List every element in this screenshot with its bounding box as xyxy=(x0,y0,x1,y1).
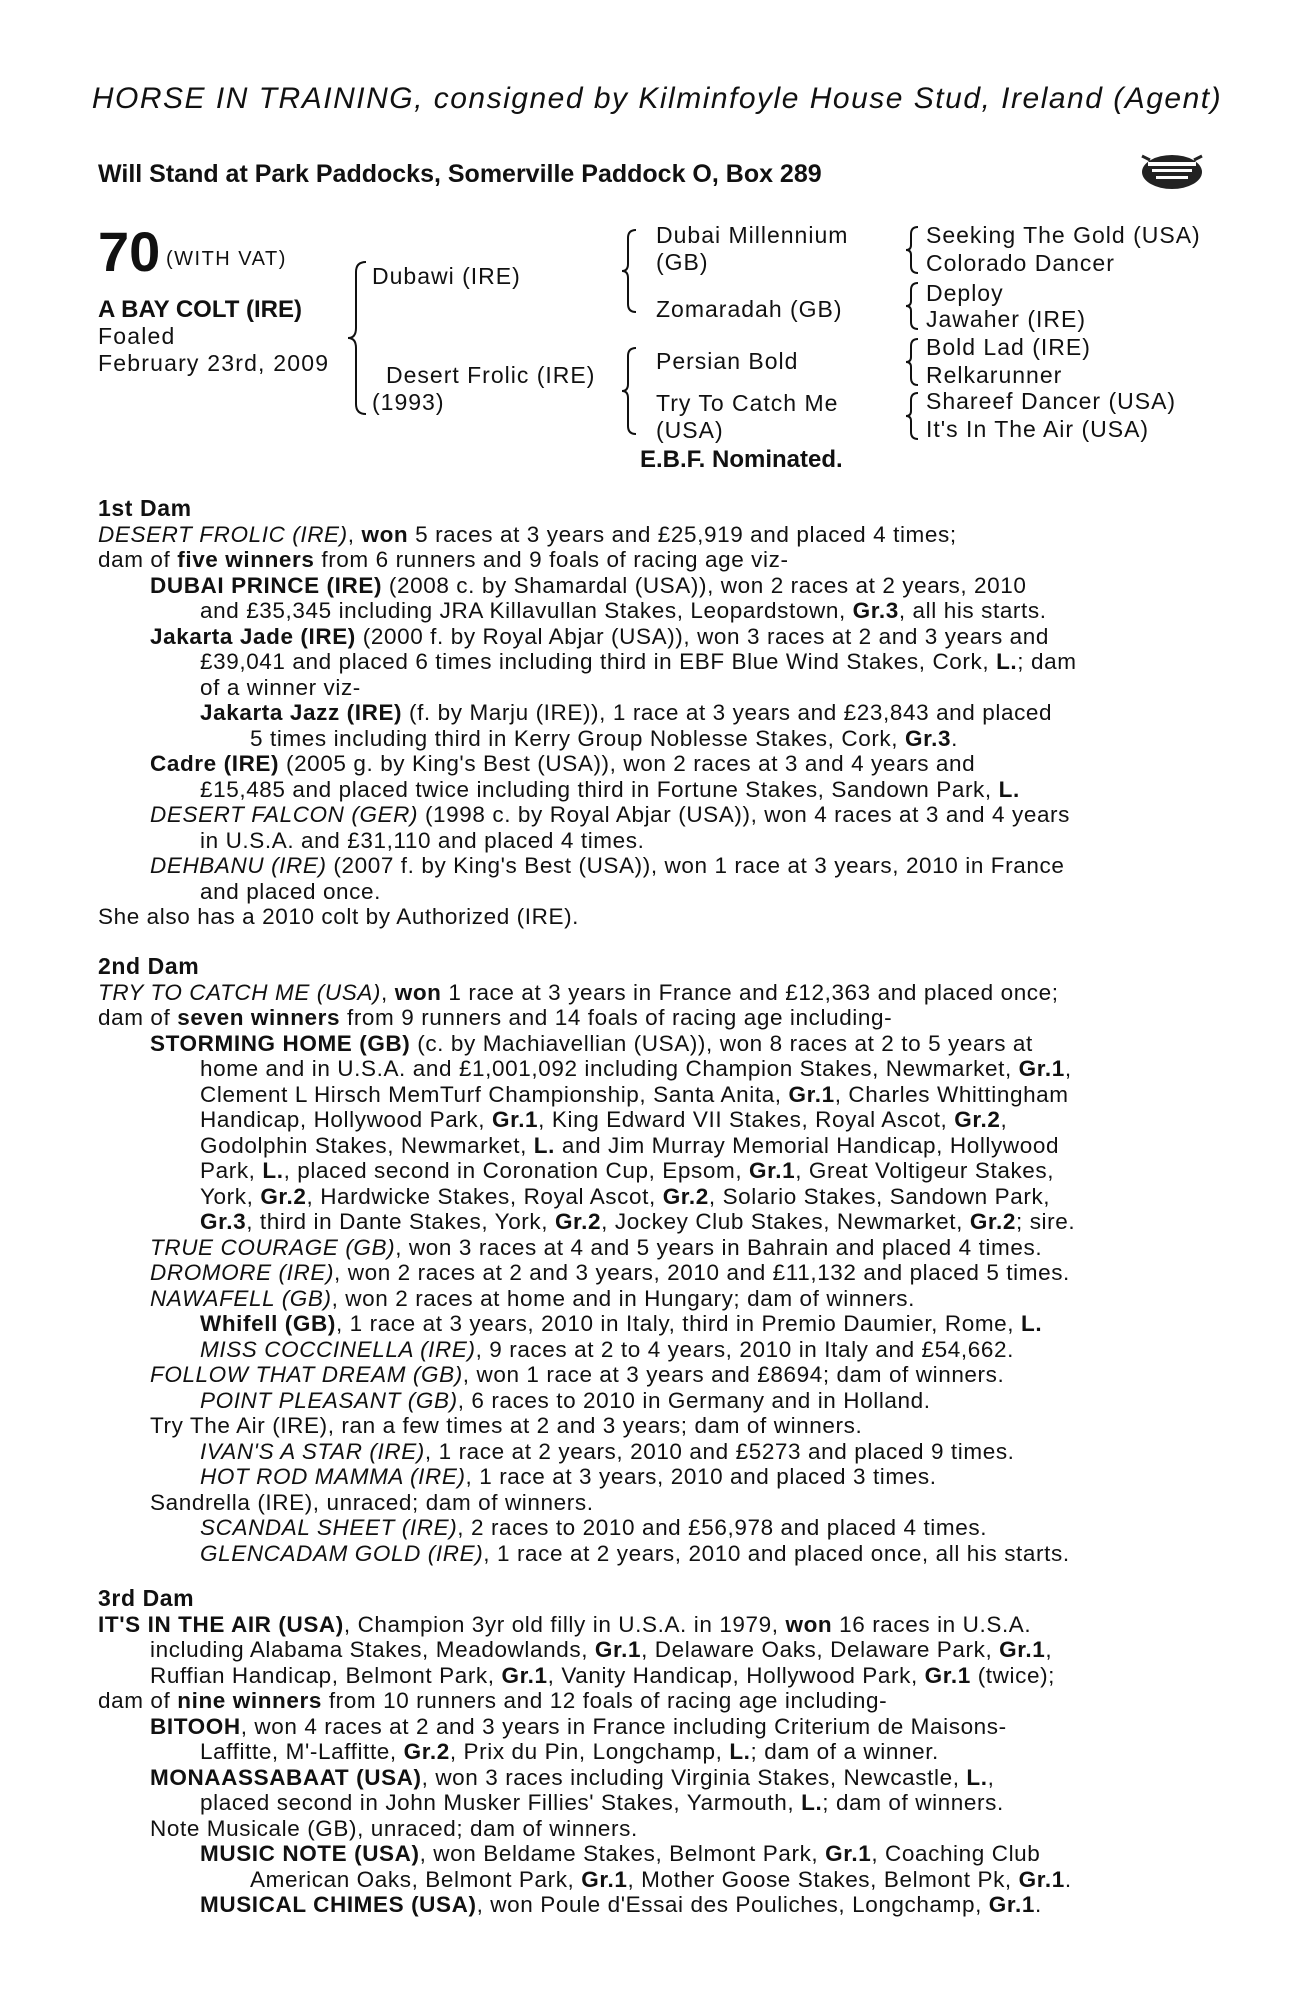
pedigree-brace-ss xyxy=(904,224,922,276)
grand-produce-entry: GLENCADAM GOLD (IRE), 1 race at 2 years, 2010 and placed once, all his starts. xyxy=(200,1540,1070,1566)
second-dam-heading: 2nd Dam xyxy=(98,953,200,979)
first-dam-section xyxy=(98,496,1214,930)
dam-produce-summary: dam of five winners from 6 runners and 9 foals of racing age viz- xyxy=(98,547,789,572)
produce-entry: DEHBANU (IRE) (2007 f. by King's Best (USA)), won 1 race at 3 years, 2010 in France xyxy=(150,853,1065,878)
dss-name: Bold Lad (IRE) xyxy=(926,334,1091,360)
grand-produce-entry: HOT ROD MAMMA (IRE), 1 race at 3 years, 2010 and placed 3 times. xyxy=(200,1464,937,1489)
vat-note: (WITH VAT) xyxy=(166,248,287,270)
dam-name xyxy=(372,362,596,416)
dam-dam-line1: Try To Catch Me xyxy=(656,390,839,416)
venue-line: Will Stand at Park Paddocks, Somerville Paddock O, Box 289 xyxy=(98,160,822,188)
produce-entry: DROMORE (IRE), won 2 races at 2 and 3 years, 2010 and £11,132 and placed 5 times. xyxy=(150,1260,1070,1285)
produce-entry: Try The Air (IRE), ran a few times at 2 and 3 years; dam of winners. xyxy=(150,1413,863,1438)
grand-produce-entry: Jakarta Jazz (IRE) (f. by Marju (IRE)), 1 race at 3 years and £23,843 and placed xyxy=(200,700,1053,725)
sire-sire xyxy=(656,222,848,276)
third-dam-section xyxy=(98,1586,1214,1918)
produce-entry-cont: Handicap, Hollywood Park, Gr.1, King Edward VII Stakes, Royal Ascot, Gr.2, xyxy=(200,1107,1008,1132)
produce-entry-cont: Park, L., placed second in Coronation Cup, Epsom, Gr.1, Great Voltigeur Stakes, xyxy=(200,1158,1055,1183)
sire-dam: Zomaradah (GB) xyxy=(656,296,843,322)
pedigree-brace-dam xyxy=(620,344,640,438)
ddd-name: It's In The Air (USA) xyxy=(926,416,1150,442)
lot-description: A BAY COLT (IRE) xyxy=(98,296,303,323)
sire-sire-line2: (GB) xyxy=(656,249,709,275)
pedigree-brace-sire xyxy=(620,226,640,316)
produce-entry-cont: Gr.3, third in Dante Stakes, York, Gr.2, Jockey Club Stakes, Newmarket, Gr.2; sire. xyxy=(200,1209,1076,1234)
produce-entry: Jakarta Jade (IRE) (2000 f. by Royal Abjar (USA)), won 3 races at 2 and 3 years and xyxy=(150,623,1049,649)
lot-number: 70 xyxy=(98,220,161,283)
second-dam-section xyxy=(98,954,1214,1566)
produce-entry-cont: York, Gr.2, Hardwicke Stakes, Royal Ascot, Gr.2, Solario Stakes, Sandown Park, xyxy=(200,1183,1051,1209)
grand-produce-entry: MISS COCCINELLA (IRE), 9 races at 2 to 4 years, 2010 in Italy and £54,662. xyxy=(200,1336,1014,1362)
foaled-info xyxy=(98,323,329,377)
produce-entry: TRUE COURAGE (GB), won 3 races at 4 and 5 years in Bahrain and placed 4 times. xyxy=(150,1234,1043,1260)
dam-record-cont: Ruffian Handicap, Belmont Park, Gr.1, Vanity Handicap, Hollywood Park, Gr.1 (twice); xyxy=(150,1662,1056,1688)
pedigree-brace-dd xyxy=(904,390,922,442)
third-dam-heading: 3rd Dam xyxy=(98,1585,195,1611)
produce-entry: Sandrella (IRE), unraced; dam of winners. xyxy=(150,1489,594,1515)
dam-produce-summary: dam of nine winners from 10 runners and 12 foals of racing age including- xyxy=(98,1688,888,1713)
produce-entry: DUBAI PRINCE (IRE) (2008 c. by Shamardal (USA)), won 2 races at 2 years, 2010 xyxy=(150,572,1027,598)
dam-record: IT'S IN THE AIR (USA), Champion 3yr old filly in U.S.A. in 1979, won 16 races in U.S.A. xyxy=(98,1611,1032,1637)
first-dam-heading: 1st Dam xyxy=(98,495,192,521)
ebf-nomination: E.B.F. Nominated. xyxy=(640,446,843,473)
grand-produce-entry: MUSICAL CHIMES (USA), won Poule d'Essai des Pouliches, Longchamp, Gr.1. xyxy=(200,1892,1042,1917)
dam-sire: Persian Bold xyxy=(656,348,799,374)
produce-entry-cont: and placed once. xyxy=(200,878,381,904)
dam-dam xyxy=(656,390,838,444)
grand-produce-entry-cont: 5 times including third in Kerry Group Noblesse Stakes, Cork, Gr.3. xyxy=(250,725,959,751)
foaled-label: Foaled xyxy=(98,323,176,349)
grand-produce-entry: IVAN'S A STAR (IRE), 1 race at 2 years, 2010 and £5273 and placed 9 times. xyxy=(200,1438,1015,1464)
page-title: HORSE IN TRAINING, consigned by Kilminfoyle House Stud, Ireland (Agent) xyxy=(91,82,1223,115)
grand-produce-entry-cont: American Oaks, Belmont Park, Gr.1, Mother Goose Stakes, Belmont Pk, Gr.1. xyxy=(250,1866,1072,1892)
produce-entry-cont: in U.S.A. and £31,110 and placed 4 times. xyxy=(200,827,645,853)
dam-dam-line2: (USA) xyxy=(656,417,724,443)
pedigree-brace-main xyxy=(346,258,370,418)
sds-name: Deploy xyxy=(926,280,1004,306)
dsd-name: Relkarunner xyxy=(926,362,1063,388)
produce-entry-cont: home and in U.S.A. and £1,001,092 including Champion Stakes, Newmarket, Gr.1, xyxy=(200,1056,1072,1081)
dam-record: DESERT FROLIC (IRE), won 5 races at 3 years and £25,919 and placed 4 times; xyxy=(98,521,957,547)
pedigree-brace-sd xyxy=(904,280,922,332)
ssd-name: Colorado Dancer xyxy=(926,250,1115,276)
dam-name-line2: (1993) xyxy=(372,389,445,415)
produce-entry: MONAASSABAAT (USA), won 3 races including Virginia Stakes, Newcastle, L., xyxy=(150,1764,995,1790)
produce-entry-cont: and £35,345 including JRA Killavullan Stakes, Leopardstown, Gr.3, all his starts. xyxy=(200,598,1047,623)
dam-record-cont: including Alabama Stakes, Meadowlands, Gr.1, Delaware Oaks, Delaware Park, Gr.1, xyxy=(150,1637,1053,1662)
sire-name: Dubawi (IRE) xyxy=(372,263,521,289)
pedigree-brace-ds xyxy=(904,336,922,388)
produce-entry-cont: Laffitte, M'-Laffitte, Gr.2, Prix du Pin, Longchamp, L.; dam of a winner. xyxy=(200,1739,939,1764)
sss-name: Seeking The Gold (USA) xyxy=(926,222,1201,248)
grand-produce-entry: MUSIC NOTE (USA), won Beldame Stakes, Belmont Park, Gr.1, Coaching Club xyxy=(200,1841,1041,1866)
produce-entry: Note Musicale (GB), unraced; dam of winners. xyxy=(150,1815,638,1841)
produce-entry: NAWAFELL (GB), won 2 races at home and in Hungary; dam of winners. xyxy=(150,1285,915,1311)
produce-entry-cont: £15,485 and placed twice including third in Fortune Stakes, Sandown Park, L. xyxy=(200,776,1020,802)
yearling-bonus-badge-icon xyxy=(1140,152,1204,192)
grand-produce-entry: POINT PLEASANT (GB), 6 races to 2010 in Germany and in Holland. xyxy=(200,1387,931,1413)
produce-entry: STORMING HOME (GB) (c. by Machiavellian (USA)), won 8 races at 2 to 5 years at xyxy=(150,1030,1033,1056)
dam-record: TRY TO CATCH ME (USA), won 1 race at 3 years in France and £12,363 and placed once; xyxy=(98,979,1059,1005)
foaled-date: February 23rd, 2009 xyxy=(98,350,330,376)
produce-entry-cont: placed second in John Musker Fillies' Stakes, Yarmouth, L.; dam of winners. xyxy=(200,1790,1004,1815)
produce-entry-cont: £39,041 and placed 6 times including third in EBF Blue Wind Stakes, Cork, L.; dam xyxy=(200,649,1077,674)
produce-entry-cont: Godolphin Stakes, Newmarket, L. and Jim Murray Memorial Handicap, Hollywood xyxy=(200,1132,1060,1158)
produce-entry-cont: Clement L Hirsch MemTurf Championship, Santa Anita, Gr.1, Charles Whittingham xyxy=(200,1081,1069,1107)
dam-name-line1: Desert Frolic (IRE) xyxy=(386,362,596,388)
sdd-name: Jawaher (IRE) xyxy=(926,306,1086,332)
dam-produce-summary: dam of seven winners from 9 runners and 14 foals of racing age including- xyxy=(98,1005,893,1030)
grand-produce-entry: SCANDAL SHEET (IRE), 2 races to 2010 and £56,978 and placed 4 times. xyxy=(200,1515,988,1540)
grand-produce-entry: Whifell (GB), 1 race at 3 years, 2010 in Italy, third in Premio Daumier, Rome, L. xyxy=(200,1311,1043,1336)
produce-entry: FOLLOW THAT DREAM (GB), won 1 race at 3 years and £8694; dam of winners. xyxy=(150,1362,1005,1387)
produce-entry: DESERT FALCON (GER) (1998 c. by Royal Abjar (USA)), won 4 races at 3 and 4 years xyxy=(150,802,1070,827)
dds-name: Shareef Dancer (USA) xyxy=(926,388,1177,414)
produce-entry: Cadre (IRE) (2005 g. by King's Best (USA)), won 2 races at 3 and 4 years and xyxy=(150,751,976,776)
additional-produce: She also has a 2010 colt by Authorized (IRE). xyxy=(98,904,580,929)
produce-entry: BITOOH, won 4 races at 2 and 3 years in France including Criterium de Maisons- xyxy=(150,1713,1007,1739)
sire-sire-line1: Dubai Millennium xyxy=(656,222,849,248)
produce-entry-cont: of a winner viz- xyxy=(200,674,361,700)
